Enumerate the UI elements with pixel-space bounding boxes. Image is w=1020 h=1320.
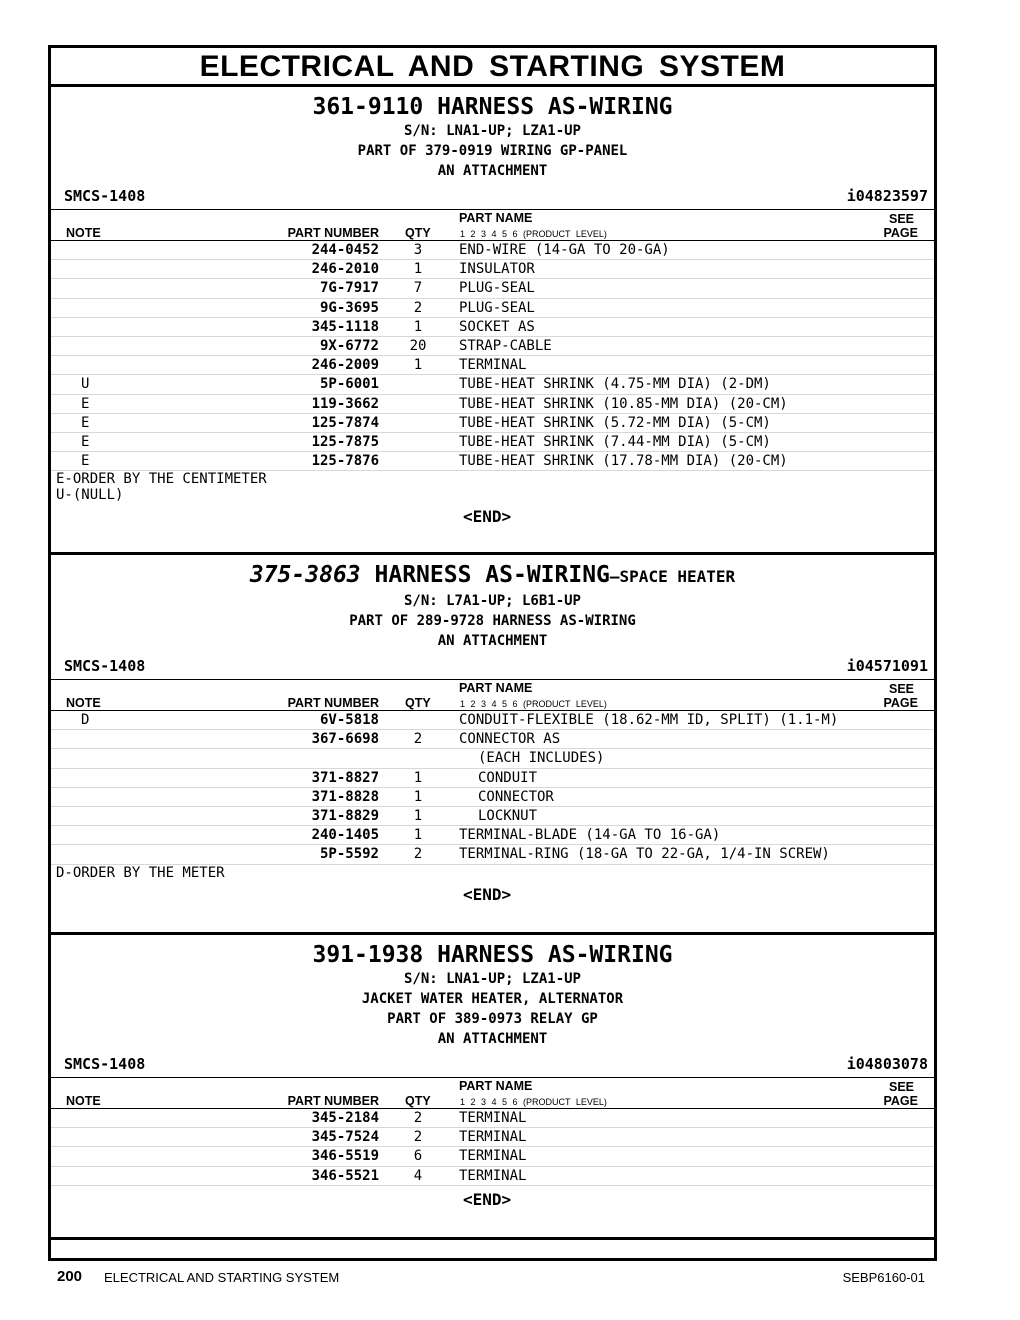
parts-section [51,935,934,1240]
header-product-level: 1 2 3 4 5 6 (PRODUCT LEVEL) [460,699,607,709]
part-row [51,769,934,788]
part-number: 240-1405 [311,827,379,844]
part-row [51,788,934,807]
smcs-row [51,187,934,209]
part-row [51,730,934,749]
document-title: ELECTRICAL AND STARTING SYSTEM [51,48,934,87]
part-name: TERMINAL [459,1167,527,1184]
header-part-name: PART NAME [459,211,533,225]
part-name: CONDUIT-FLEXIBLE (18.62-MM ID, SPLIT) (1.1-M) [459,712,839,728]
header-product-level: 1 2 3 4 5 6 (PRODUCT LEVEL) [460,229,607,239]
section-subtitle-line: AN ATTACHMENT [437,163,548,179]
part-number: 371-8827 [311,769,379,786]
part-qty: 2 [413,846,423,863]
part-row [51,241,934,260]
footnote: E-ORDER BY THE CENTIMETER [56,471,267,488]
part-qty: 2 [413,299,423,316]
part-qty: 4 [413,1167,423,1184]
part-qty: 2 [413,1129,423,1146]
section-title-suffix: —SPACE HEATER [609,567,736,586]
part-name: TERMINAL-BLADE (14-GA TO 16-GA) [459,827,721,844]
part-number: 125-7875 [311,433,379,450]
part-number: 244-0452 [311,242,379,258]
header-part-number: PART NUMBER [287,696,379,710]
part-row [51,1147,934,1166]
part-number: 345-1118 [311,318,379,335]
parts-section [51,87,934,555]
part-number: 125-7876 [311,453,379,470]
part-row [51,807,934,826]
section-subtitle-line: PART OF 289-9728 HARNESS AS-WIRING [349,613,636,629]
part-note: D [81,712,90,728]
end-marker [51,881,934,907]
end-marker-text: <END> [463,884,512,904]
part-note: U [81,376,90,393]
section-title-text: HARNESS AS-WIRING [374,562,610,588]
part-row [51,375,934,394]
part-name: PLUG-SEAL [459,299,535,316]
section-part-number: 361-9110 [312,94,424,120]
section-subtitle-line: PART OF 379-0919 WIRING GP-PANEL [357,143,628,159]
part-row [51,1128,934,1147]
footnote: D-ORDER BY THE METER [56,864,225,881]
header-page: PAGE [883,226,918,240]
part-name: CONDUIT [478,769,538,786]
section-subtitle-line: S/N: LNA1-UP; LZA1-UP [403,123,581,139]
part-qty: 1 [413,788,423,805]
part-name: TUBE-HEAT SHRINK (7.44-MM DIA) (5-CM) [459,433,771,450]
part-qty: 7 [413,280,423,297]
part-number: 7G-7917 [319,280,379,297]
header-see: SEE [888,212,914,226]
section-subtitle-line: AN ATTACHMENT [437,633,548,649]
part-name: LOCKNUT [478,807,538,824]
column-headers [51,1077,934,1109]
header-note: NOTE [66,1094,101,1108]
section-title-text: HARNESS AS-WIRING [437,942,673,968]
part-row [51,845,934,864]
part-note: E [81,453,90,470]
part-row [51,260,934,279]
header-see: SEE [888,1080,914,1094]
parts-section [51,555,934,935]
illustration-id: i04803078 [846,1055,928,1073]
part-qty: 20 [409,337,427,354]
section-title [51,561,934,591]
smcs-row [51,1055,934,1077]
header-qty: QTY [405,696,431,710]
part-qty: 6 [413,1148,423,1165]
part-name: CONNECTOR [478,788,554,805]
part-row [51,433,934,452]
part-row [51,1109,934,1128]
section-subtitle-line: JACKET WATER HEATER, ALTERNATOR [361,991,624,1007]
part-row [51,826,934,845]
header-part-name: PART NAME [459,681,533,695]
column-headers [51,679,934,711]
part-number: 246-2009 [311,357,379,374]
part-qty: 3 [413,242,423,258]
part-note: E [81,395,90,412]
catalog-page-frame [48,45,937,1261]
header-page: PAGE [883,696,918,710]
section-title [51,941,934,969]
part-row [51,749,934,768]
part-qty: 1 [413,261,423,278]
part-number: 346-5519 [311,1148,379,1165]
part-row [51,414,934,433]
section-header [51,935,934,1049]
part-name: CONNECTOR AS [459,731,561,748]
header-see: SEE [888,682,914,696]
header-note: NOTE [66,696,101,710]
part-row [51,299,934,318]
section-header [51,87,934,181]
part-qty: 2 [413,731,423,748]
document-code: SEBP6160-01 [842,1270,925,1285]
part-name: TUBE-HEAT SHRINK (17.78-MM DIA) (20-CM) [459,453,788,470]
header-qty: QTY [405,226,431,240]
footnote: U-(NULL) [56,487,124,504]
section-header [51,555,934,651]
part-name: END-WIRE (14-GA TO 20-GA) [459,242,670,258]
part-number: 125-7874 [311,414,379,431]
part-number: 9X-6772 [319,337,379,354]
title-space [423,94,437,120]
part-name: TERMINAL [459,1129,527,1146]
part-number: 346-5521 [311,1167,379,1184]
section-title [51,93,934,121]
section-part-number: 375-3863 [249,562,361,588]
section-subtitle-line: AN ATTACHMENT [437,1031,548,1047]
page-footer [0,1268,1020,1288]
part-name: TERMINAL [459,1110,527,1126]
header-part-number: PART NUMBER [287,226,379,240]
header-part-name: PART NAME [459,1079,533,1093]
part-qty: 1 [413,807,423,824]
header-note: NOTE [66,226,101,240]
part-name: TUBE-HEAT SHRINK (4.75-MM DIA) (2-DM) [459,376,771,393]
part-number: 345-7524 [311,1129,379,1146]
section-subtitle-line: S/N: LNA1-UP; LZA1-UP [403,971,581,987]
part-note: E [81,433,90,450]
part-row [51,711,934,730]
section-subtitle-line: PART OF 389-0973 RELAY GP [387,1011,598,1027]
illustration-id: i04571091 [846,657,928,675]
part-note: E [81,414,90,431]
part-name: TUBE-HEAT SHRINK (10.85-MM DIA) (20-CM) [459,395,788,412]
part-qty: 1 [413,357,423,374]
part-number: 371-8828 [311,788,379,805]
part-name: TERMINAL [459,1148,527,1165]
end-marker [51,1186,934,1212]
header-product-level: 1 2 3 4 5 6 (PRODUCT LEVEL) [460,1097,607,1107]
end-marker [51,503,934,529]
part-name: STRAP-CABLE [459,337,552,354]
part-row [51,395,934,414]
part-number: 371-8829 [311,807,379,824]
header-qty: QTY [405,1094,431,1108]
part-row [51,356,934,375]
smcs-code: SMCS-1408 [64,187,146,205]
part-number: 6V-5818 [319,712,379,728]
part-name: INSULATOR [459,261,535,278]
sections-container [51,87,934,1240]
part-qty: 1 [413,318,423,335]
part-name: SOCKET AS [459,318,535,335]
title-space [361,562,375,588]
part-qty: 1 [413,769,423,786]
smcs-code: SMCS-1408 [64,657,146,675]
part-qty: 2 [413,1110,423,1126]
part-name: PLUG-SEAL [459,280,535,297]
part-number: 9G-3695 [319,299,379,316]
part-name: TERMINAL-RING (18-GA TO 22-GA, 1/4-IN SCREW) [459,846,830,863]
end-marker-text: <END> [463,507,512,527]
smcs-row [51,657,934,679]
part-qty: 1 [413,827,423,844]
part-row [51,337,934,356]
part-number: 5P-5592 [319,846,379,863]
smcs-code: SMCS-1408 [64,1055,146,1073]
illustration-id: i04823597 [846,187,928,205]
header-part-number: PART NUMBER [287,1094,379,1108]
part-number: 345-2184 [311,1110,379,1126]
header-page: PAGE [883,1094,918,1108]
part-number: 367-6698 [311,731,379,748]
part-row [51,1167,934,1186]
section-part-number: 391-1938 [312,942,424,968]
footer-title: ELECTRICAL AND STARTING SYSTEM [104,1270,340,1285]
section-title-text: HARNESS AS-WIRING [437,94,673,120]
part-name: (EACH INCLUDES) [478,750,605,767]
end-marker-text: <END> [463,1189,512,1209]
part-row [51,318,934,337]
part-name: TERMINAL [459,357,527,374]
page-number: 200 [57,1268,83,1285]
part-name: TUBE-HEAT SHRINK (5.72-MM DIA) (5-CM) [459,414,771,431]
part-row [51,279,934,298]
part-number: 246-2010 [311,261,379,278]
column-headers [51,209,934,241]
part-number: 119-3662 [311,395,379,412]
part-row [51,452,934,471]
part-number: 5P-6001 [319,376,379,393]
section-subtitle-line: S/N: L7A1-UP; L6B1-UP [403,593,581,609]
title-space [423,942,437,968]
